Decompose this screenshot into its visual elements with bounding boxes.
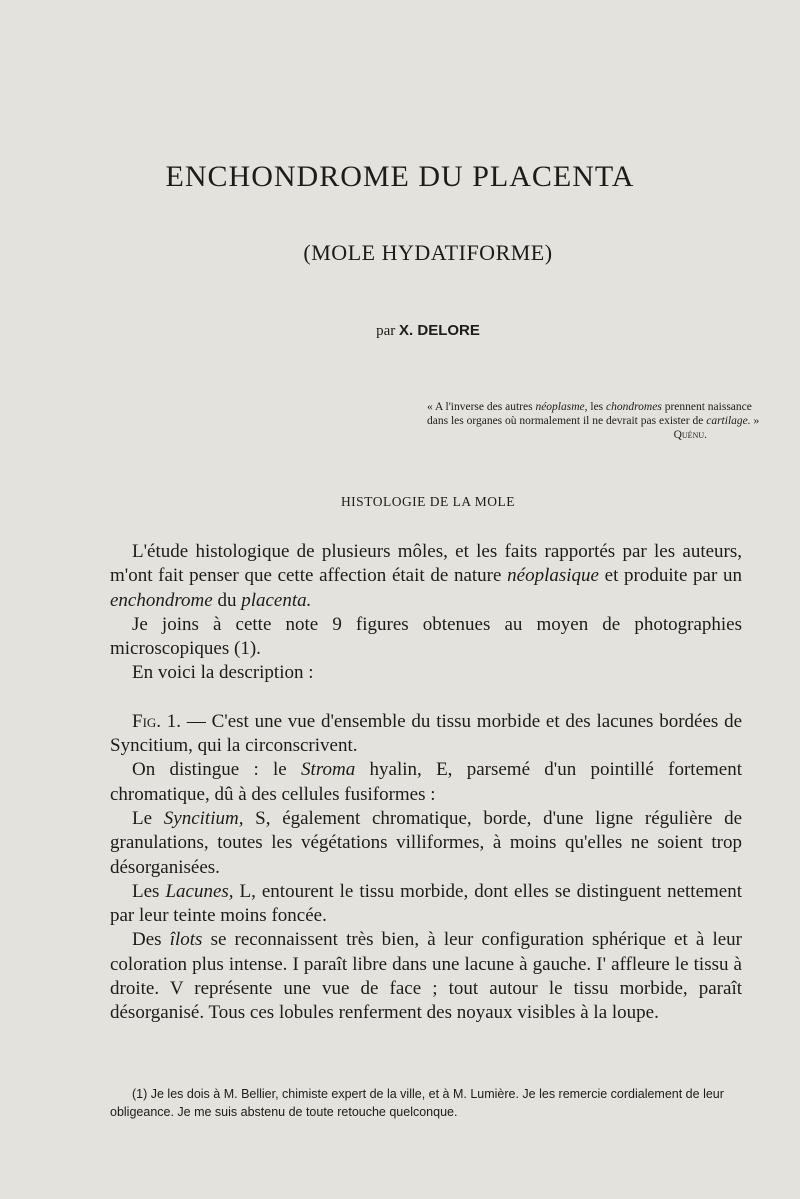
- paragraph-text: et produite par un: [604, 565, 743, 587]
- italic-term: îlots: [169, 929, 203, 951]
- article-subtitle: (MOLE HYDATIFORME): [303, 240, 553, 265]
- figure-paragraph: [110, 710, 742, 759]
- italic-term: Lacunes,: [165, 880, 234, 902]
- footnote: [110, 1085, 742, 1121]
- paragraph: [110, 928, 742, 1025]
- paragraph-text: Des: [132, 929, 162, 951]
- author-line: [0, 322, 800, 340]
- author-prefix: par: [376, 323, 396, 339]
- paragraph-text: L'étude histologique de plusieurs môles, et les faits rapportés par les auteurs, m'ont fait penser que cette affection était de nature: [110, 541, 742, 587]
- paragraph-text: Les: [132, 880, 160, 902]
- italic-term: placenta.: [241, 589, 312, 611]
- paragraph-text: du: [217, 589, 237, 611]
- paragraph-text: hyalin, E, parsemé d'un pointillé fortement chromatique, dû à des cellules fusiformes :: [110, 759, 742, 805]
- author-name: X. DELORE: [399, 322, 480, 339]
- paragraph-text: On distingue : le: [132, 759, 287, 781]
- epigraph-attribution: Quénu.: [673, 429, 707, 441]
- italic-term: néoplasique: [507, 565, 599, 587]
- epigraph-term: chondromes: [606, 401, 662, 413]
- paragraph: Je joins à cette note 9 figures obtenues au moyen de photographies microscopiques (1).: [110, 613, 742, 660]
- italic-term: Syncitium,: [163, 807, 244, 829]
- paragraph-text: — C'est une vue d'ensemble du tissu morbide et des lacunes bordées de Syncitium, qui la circonscrivent.: [110, 710, 742, 757]
- body-text: [110, 540, 742, 1026]
- epigraph-text: , les: [584, 401, 604, 413]
- figure-label: Fig. 1.: [132, 710, 182, 732]
- epigraph-open: « A l'inverse des autres: [427, 401, 533, 413]
- paragraph: [110, 540, 742, 613]
- paragraph-text: S, également chromatique, borde, d'une ligne régulière de granulations, toutes les végétations villiformes, à moins qu'elles ne soient trop désorganisées.: [110, 807, 743, 878]
- italic-term: enchondrome: [110, 589, 213, 611]
- epigraph-term: néoplasme: [535, 401, 585, 413]
- paragraph-text: L, entourent le tissu morbide, dont elles se distinguent nettement par leur teinte moins foncée.: [110, 880, 743, 927]
- paragraph: En voici la description :: [132, 662, 314, 684]
- paragraph: [110, 880, 742, 929]
- paragraph-text: Le: [132, 807, 153, 829]
- footnote-text: (1) Je les dois à M. Bellier, chimiste expert de la ville, et à M. Lumière. Je les remercie cordialement de leur obligeance. Je me suis abstenu de toute retouche quelconque.: [110, 1087, 724, 1119]
- article-title: ENCHONDROME DU PLACENTA: [165, 160, 635, 193]
- paragraph: [110, 758, 742, 807]
- epigraph-text: prennent naissance dans les organes où normalement il ne devrait pas exister de: [427, 401, 752, 427]
- italic-term: Stroma: [301, 759, 356, 781]
- section-heading: HISTOLOGIE DE LA MOLE: [340, 494, 516, 509]
- paragraph-text: se reconnaissent très bien, à leur configuration sphérique et à leur coloration plus intense. I paraît libre dans une lacune à gauche. I' affleure le tissu à droite. V représente une vue de face ; tout autour le tissu morbide, paraît désorganisé. Tous ces lobules renferment des noyaux visibles à la loupe.: [110, 929, 742, 1024]
- paragraph: [110, 807, 742, 880]
- epigraph: [427, 400, 767, 442]
- epigraph-close: »: [753, 415, 760, 427]
- epigraph-term: cartilage.: [706, 415, 751, 427]
